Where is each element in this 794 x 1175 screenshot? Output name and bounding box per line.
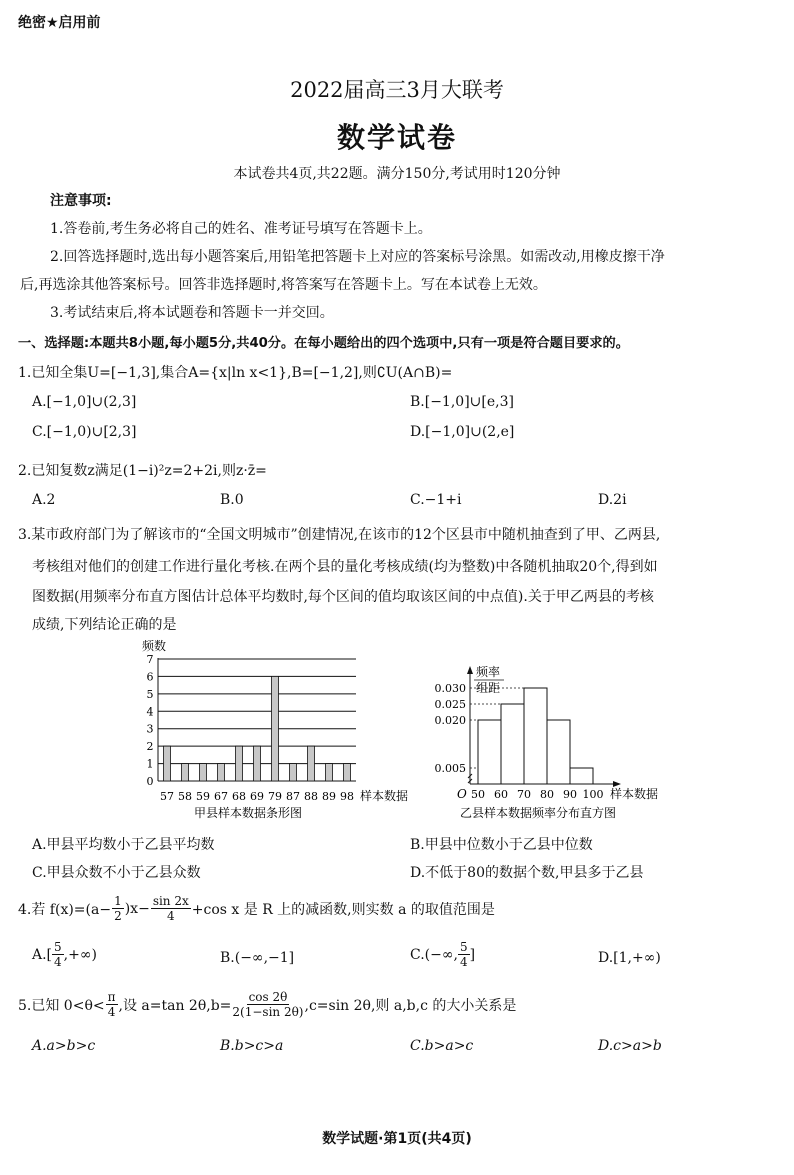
chart1-bar <box>344 764 351 781</box>
q4-option-d: D.[1,+∞) <box>598 950 661 966</box>
chart2-xtick-label: 80 <box>540 788 554 801</box>
chart1-xtick-label: 57 <box>160 790 174 803</box>
q4-option-c-pre: C.(−∞, <box>410 946 458 963</box>
section-1-heading: 一、选择题:本题共8小题,每小题5分,共40分。在每小题给出的四个选项中,只有一项是符合题目要求的。 <box>18 336 629 351</box>
q5-stem-mid: ,设 a=tan 2θ,b= <box>118 997 232 1014</box>
chart2-xtick-label: 100 <box>582 788 604 801</box>
chart1-bar <box>164 746 171 781</box>
q4-option-c-post: ] <box>469 946 476 963</box>
q5-fraction-1 <box>106 990 118 1019</box>
q4-option-a-den: 4 <box>54 955 62 969</box>
chart2-bar <box>547 720 570 784</box>
q4-stem-post: +cos x 是 R 上的减函数,则实数 a 的取值范围是 <box>191 901 495 918</box>
chart1-bar <box>218 764 225 781</box>
chart1-ytick-label: 1 <box>146 757 154 771</box>
chart1-ytick-label: 0 <box>146 775 154 788</box>
chart1-title: 甲县样本数据条形图 <box>194 806 303 820</box>
q5-option-b: B.b>c>a <box>220 1038 284 1054</box>
q3-line-4: 成绩,下列结论正确的是 <box>32 617 177 633</box>
q4-option-a-fraction <box>52 940 64 969</box>
q1-option-d: D.[−1,0]∪(2,e] <box>410 424 515 440</box>
q1-option-b: B.[−1,0]∪[e,3] <box>410 394 514 410</box>
q3-line-1: 3.某市政府部门为了解该市的“全国文明城市”创建情况,在该市的12个区县市中随机抽查到了甲、乙两县, <box>18 527 661 543</box>
chart2-xlabel: 样本数据 <box>610 787 659 801</box>
chart1-xtick-label: 58 <box>178 790 192 803</box>
q4-fraction-1-den: 2 <box>114 909 122 923</box>
q4-option-a-post: ,+∞) <box>63 946 97 963</box>
page-footer: 数学试题·第1页(共4页) <box>322 1131 472 1147</box>
q3-option-a: A.甲县平均数小于乙县平均数 <box>32 837 215 853</box>
q5-fraction-2 <box>232 990 303 1019</box>
q1-stem: 1.已知全集U=[−1,3],集合A={x|ln x<1},B=[−1,2],则∁U(A∩B)= <box>18 365 453 381</box>
chart2-ytick-label: 0.005 <box>434 762 466 775</box>
q4-fraction-2 <box>151 894 191 923</box>
chart2-bar <box>478 720 501 784</box>
q5-fraction-2-den: 2(1−sin 2θ) <box>232 1005 304 1019</box>
q2-option-c: C.−1+i <box>410 492 462 508</box>
subject-title: 数学试卷 <box>336 121 457 154</box>
chart1-xtick-label: 68 <box>232 790 246 803</box>
note-2b: 后,再选涂其他答案标号。回答非选择题时,将答案写在答题卡上。写在本试卷上无效。 <box>20 277 547 293</box>
q5-fraction-1-den: 4 <box>107 1005 116 1019</box>
jia-county-bar-chart <box>130 636 420 826</box>
q5-fraction-1-num: π <box>107 990 116 1004</box>
q4-stem-pre: 4.若 f(x)=(a− <box>18 901 112 918</box>
chart2-ytick-label: 0.030 <box>434 682 466 695</box>
q2-option-a: A.2 <box>32 492 56 508</box>
q4-option-a <box>32 940 97 969</box>
chart2-y-arrow <box>467 666 473 674</box>
q4-option-c-num: 5 <box>459 940 468 954</box>
chart2-xtick-label: 70 <box>517 788 531 801</box>
yi-county-histogram <box>420 662 680 826</box>
q4-stem <box>18 894 495 923</box>
chart2-ylabel-num: 频率 <box>476 665 501 679</box>
chart1-bar <box>182 764 189 781</box>
q4-fraction-1-num: 1 <box>114 894 122 908</box>
chart1-xtick-label: 69 <box>250 790 264 803</box>
note-2a: 2.回答选择题时,选出每小题答案后,用铅笔把答题卡上对应的答案标号涂黑。如需改动,用橡皮擦干净 <box>50 249 665 265</box>
chart1-xtick-label: 87 <box>286 790 300 803</box>
q3-option-c: C.甲县众数不小于乙县众数 <box>32 865 201 881</box>
secret-label: 绝密★启用前 <box>18 15 101 31</box>
exam-title: 2022届高三3月大联考 <box>290 78 504 102</box>
note-3: 3.考试结束后,将本试题卷和答题卡一并交回。 <box>50 305 334 321</box>
chart1-xtick-label: 89 <box>322 790 336 803</box>
q3-option-d: D.不低于80的数据个数,甲县多于乙县 <box>410 865 644 881</box>
chart1-bar <box>290 764 297 781</box>
q5-option-a: A.a>b>c <box>32 1038 96 1054</box>
q2-stem: 2.已知复数z满足(1−i)²z=2+2i,则z·z̄= <box>18 463 267 479</box>
chart2-origin: O <box>457 787 467 801</box>
chart2-xtick-label: 90 <box>563 788 577 801</box>
q2-option-d: D.2i <box>598 492 627 508</box>
chart1-xtick-label: 98 <box>340 790 354 803</box>
chart1-ytick-label: 3 <box>146 722 154 736</box>
q2-option-b: B.0 <box>220 492 244 508</box>
exam-subtitle: 本试卷共4页,共22题。满分150分,考试用时120分钟 <box>233 166 561 182</box>
q5-option-c: C.b>a>c <box>410 1038 474 1054</box>
chart1-ytick-label: 2 <box>146 740 154 754</box>
chart2-ytick-label: 0.020 <box>434 714 466 727</box>
q5-fraction-2-num: cos 2θ <box>248 990 288 1004</box>
chart2-bar <box>570 768 593 784</box>
chart1-ytick-label: 5 <box>146 687 154 701</box>
q3-option-b: B.甲县中位数小于乙县中位数 <box>410 837 593 853</box>
chart1-ylabel: 频数 <box>142 639 167 653</box>
chart1-xtick-label: 67 <box>214 790 228 803</box>
chart2-bar <box>524 688 547 784</box>
chart2-xtick-label: 50 <box>471 788 485 801</box>
q4-option-c-den: 4 <box>459 955 468 969</box>
q5-stem-pre: 5.已知 0<θ< <box>18 997 105 1014</box>
chart1-xtick-label: 59 <box>196 790 210 803</box>
chart1-ytick-label: 4 <box>146 705 154 719</box>
q3-line-3: 图数据(用频率分布直方图估计总体平均数时,每个区间的值均取该区间的中点值).关于甲乙两县的考核 <box>32 589 654 605</box>
chart1-bar <box>326 764 333 781</box>
chart1-bar <box>236 746 243 781</box>
q5-stem-post: ,c=sin 2θ,则 a,b,c 的大小关系是 <box>304 997 517 1014</box>
chart1-ytick-label: 7 <box>146 653 154 666</box>
q4-fraction-2-den: 4 <box>166 909 175 923</box>
chart1-bar <box>200 764 207 781</box>
q4-fraction-2-num: sin 2x <box>152 894 189 908</box>
q3-line-2: 考核组对他们的创建工作进行量化考核.在两个县的量化考核成绩(均为整数)中各随机抽取20个,得到如 <box>32 559 658 575</box>
q1-option-a: A.[−1,0]∪(2,3] <box>32 394 137 410</box>
note-1: 1.答卷前,考生务必将自己的姓名、准考证号填写在答题卡上。 <box>50 221 432 237</box>
q1-option-c: C.[−1,0)∪[2,3] <box>32 424 137 440</box>
q5-stem <box>18 990 516 1019</box>
chart1-xlabel: 样本数据 <box>360 789 409 803</box>
chart1-bar <box>272 676 279 781</box>
chart1-ytick-label: 6 <box>146 670 154 684</box>
chart1-xtick-label: 88 <box>304 790 318 803</box>
q4-fraction-1 <box>112 894 124 923</box>
q4-option-b: B.(−∞,−1] <box>220 950 295 966</box>
chart2-ytick-label: 0.025 <box>434 698 466 711</box>
chart2-xtick-label: 60 <box>494 788 508 801</box>
chart2-ylabel-den: 组距 <box>476 681 501 695</box>
chart1-bar <box>254 746 261 781</box>
notes-heading: 注意事项: <box>50 193 112 209</box>
chart1-xtick-label: 79 <box>268 790 282 803</box>
q4-option-a-pre: A.[ <box>32 946 53 963</box>
chart2-bar <box>501 704 524 784</box>
chart2-title: 乙县样本数据频率分布直方图 <box>460 806 617 820</box>
q4-option-a-num: 5 <box>54 940 62 954</box>
chart1-bar <box>308 746 315 781</box>
q4-option-c <box>410 940 475 969</box>
q4-option-c-fraction <box>458 940 470 969</box>
q5-option-d: D.c>a>b <box>598 1038 662 1054</box>
q4-stem-mid: )x− <box>124 900 150 917</box>
